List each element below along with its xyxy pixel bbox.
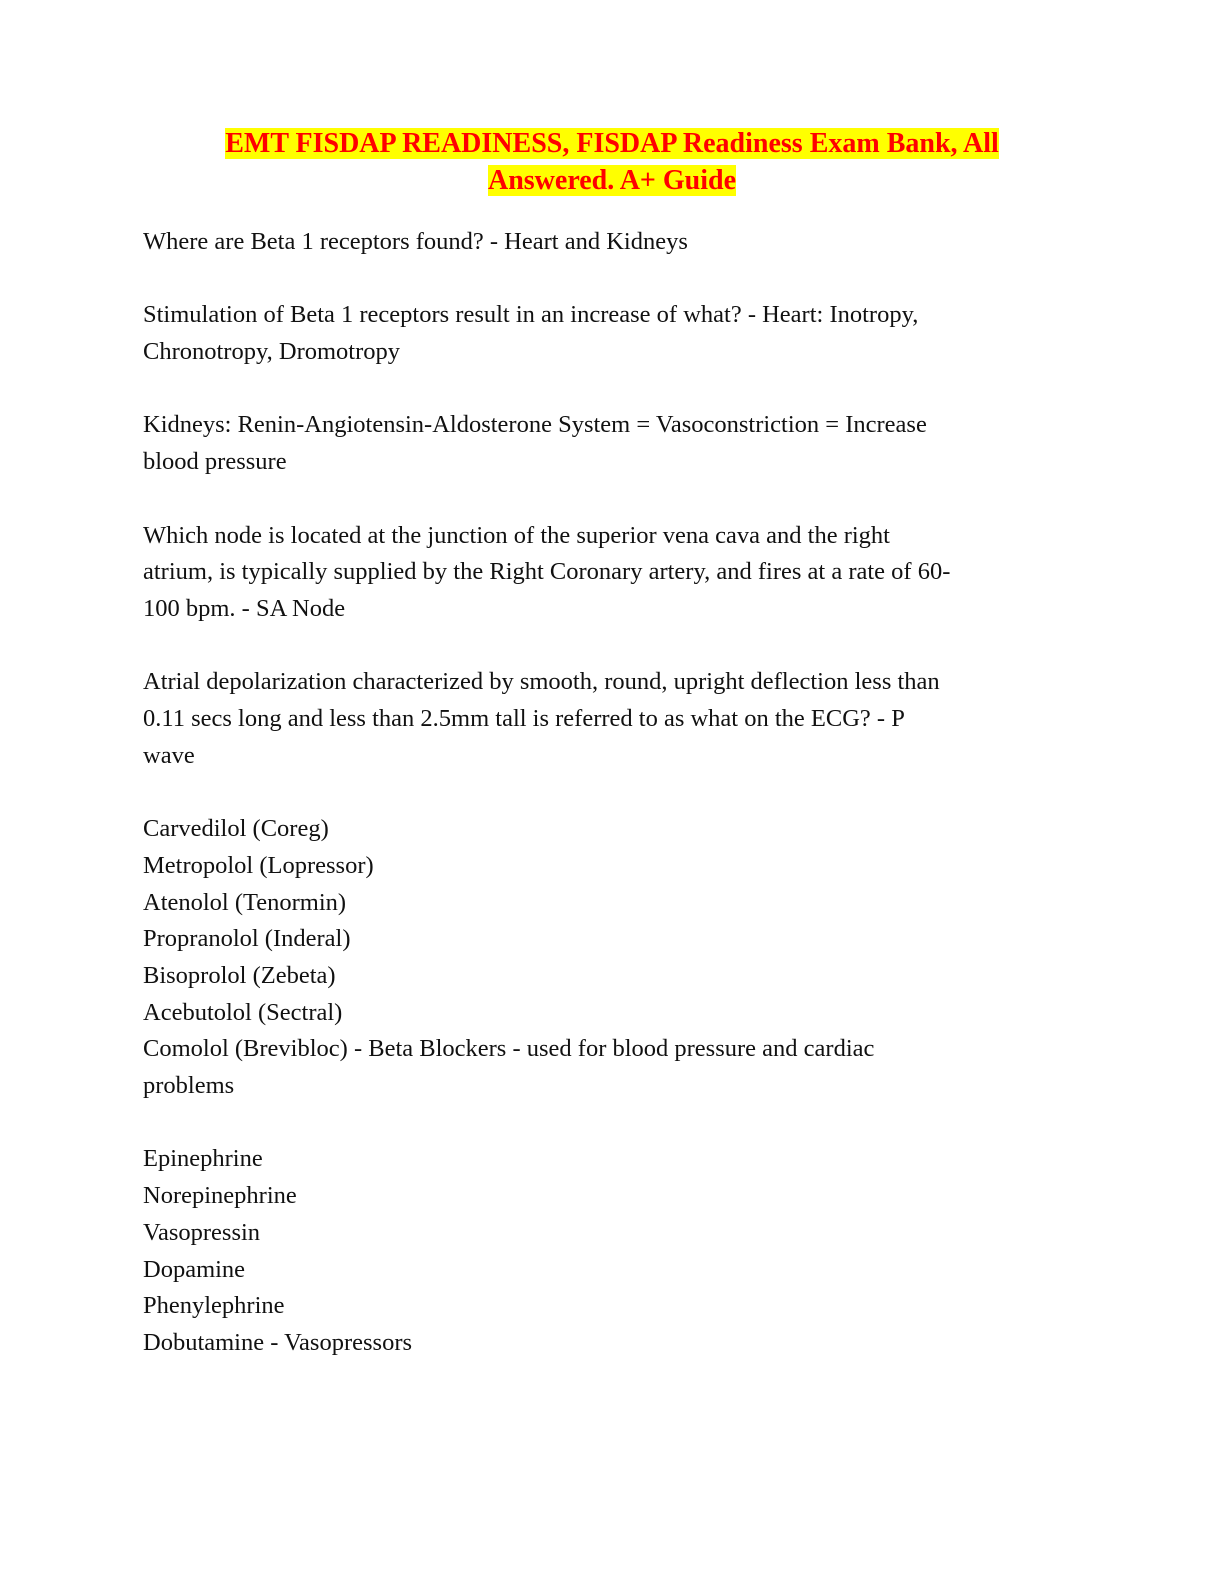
text-line: Atrial depolarization characterized by smooth, round, upright deflection less than — [143, 668, 940, 696]
qa-block — [143, 664, 1083, 774]
text-line: Dobutamine - Vasopressors — [143, 1329, 413, 1356]
qa-block — [143, 407, 1083, 480]
text-line: Norepinephrine — [143, 1182, 297, 1210]
text-line: Where are Beta 1 receptors found? - Heart and Kidneys — [143, 228, 688, 255]
qa-block — [143, 1141, 1083, 1361]
text-line: Metropolol (Lopressor) — [143, 851, 374, 879]
document-title — [120, 126, 1104, 199]
text-line: wave — [143, 741, 195, 769]
qa-block — [143, 297, 1083, 370]
text-line: problems — [143, 1072, 235, 1100]
text-line: Phenylephrine — [143, 1292, 285, 1320]
text-line: Bisoprolol (Zebeta) — [143, 961, 336, 989]
document-title-line-1: EMT FISDAP READINESS, FISDAP Readiness Exam Bank, All — [225, 128, 999, 159]
text-line: Chronotropy, Dromotropy — [143, 338, 400, 366]
text-line: Which node is located at the junction of the superior vena cava and the right — [143, 521, 890, 549]
qa-block — [143, 518, 1083, 628]
qa-block — [143, 811, 1083, 1105]
text-line: Kidneys: Renin-Angiotensin-Aldosterone System = Vasoconstriction = Increase — [143, 411, 927, 439]
document-title-line-2: Answered. A+ Guide — [487, 164, 737, 196]
text-line: Epinephrine — [143, 1145, 263, 1173]
text-line: Vasopressin — [143, 1218, 261, 1246]
text-line: Atenolol (Tenormin) — [143, 888, 347, 916]
text-line: blood pressure — [143, 448, 287, 476]
text-line: 0.11 secs long and less than 2.5mm tall is referred to as what on the ECG? - P — [143, 705, 905, 733]
text-line: 100 bpm. - SA Node — [143, 594, 346, 622]
text-line: Carvedilol (Coreg) — [143, 815, 329, 843]
text-line: atrium, is typically supplied by the Right Coronary artery, and fires at a rate of 60- — [143, 558, 951, 586]
text-line: Stimulation of Beta 1 receptors result in an increase of what? - Heart: Inotropy, — [143, 301, 919, 329]
text-line: Dopamine — [143, 1255, 246, 1283]
qa-block — [143, 224, 1083, 261]
text-line: Propranolol (Inderal) — [143, 925, 351, 953]
document-body — [143, 224, 1083, 1398]
text-line: Acebutolol (Sectral) — [143, 998, 343, 1026]
text-line: Comolol (Brevibloc) - Beta Blockers - used for blood pressure and cardiac — [143, 1035, 875, 1063]
